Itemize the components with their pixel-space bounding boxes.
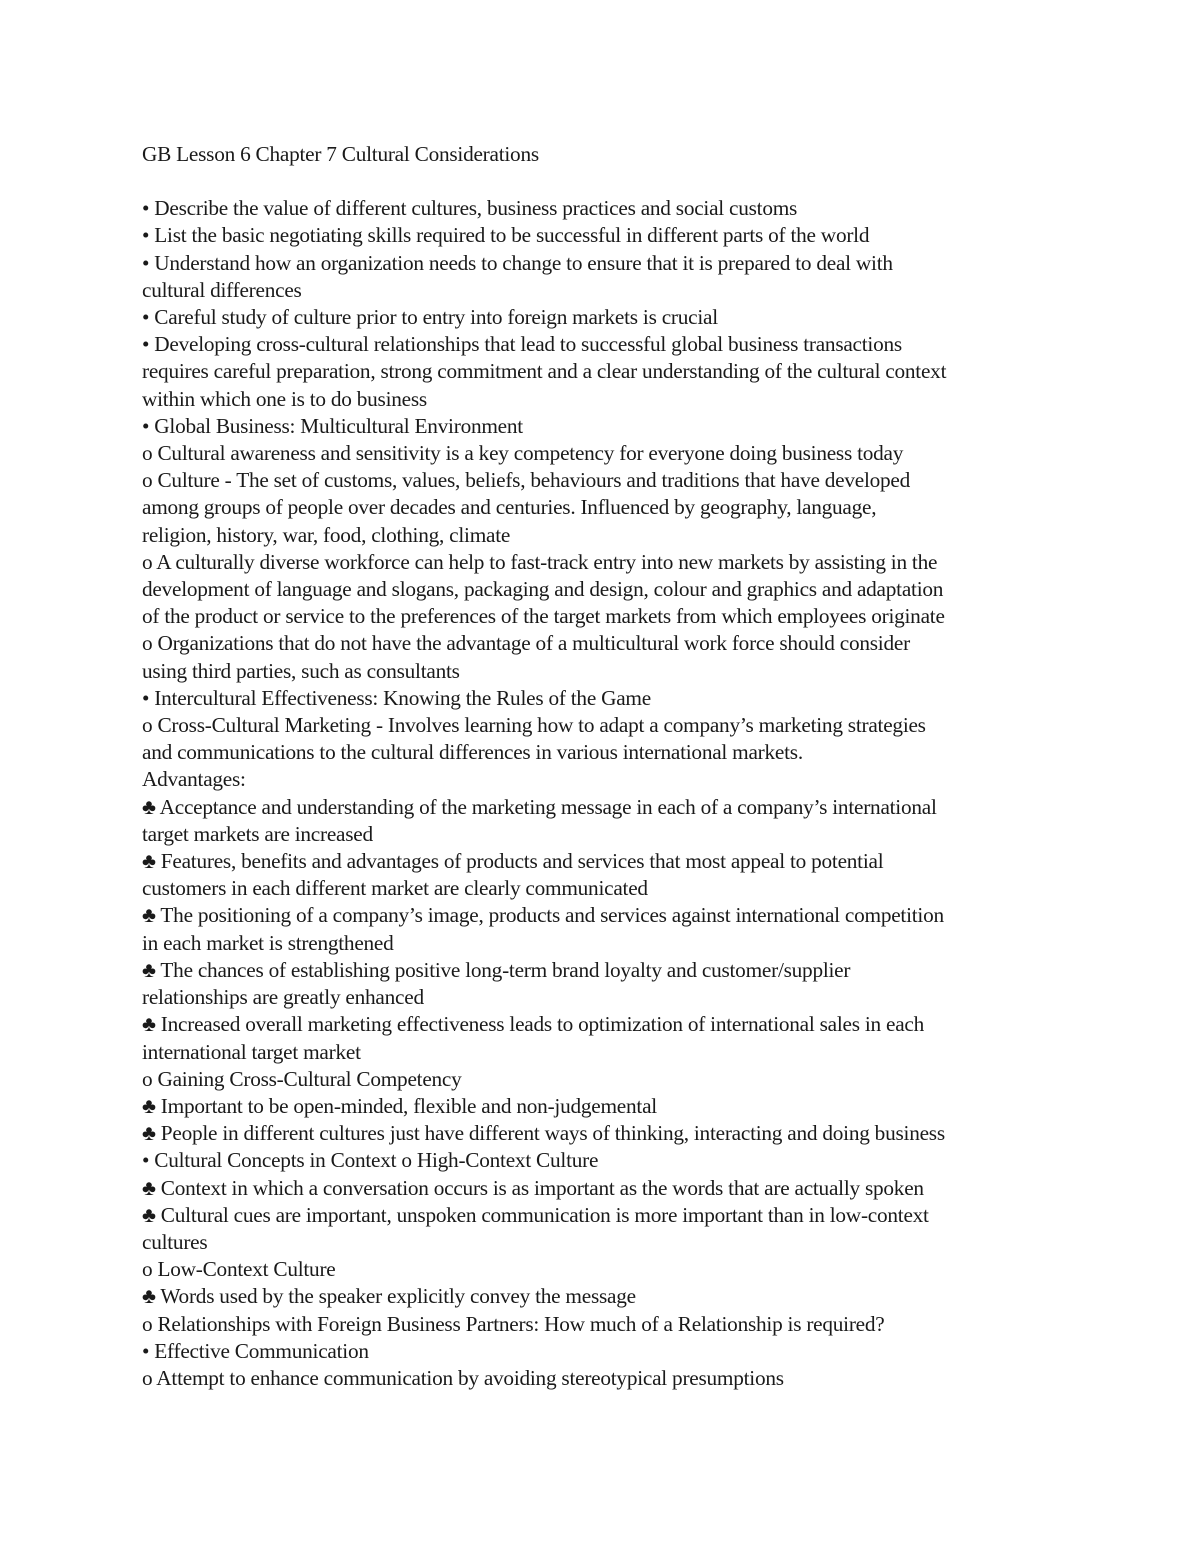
text-line: religion, history, war, food, clothing, climate [142,522,511,547]
text-line: in each market is strengthened [142,930,394,955]
text-line: o Organizations that do not have the advantage of a multicultural work force should consider [142,631,910,656]
text-line: • Global Business: Multicultural Environment [142,413,523,438]
text-line: o Attempt to enhance communication by avoiding stereotypical presumptions [142,1365,784,1390]
text-line: o Gaining Cross-Cultural Competency [142,1066,462,1091]
text-line: international target market [142,1039,361,1064]
text-line: among groups of people over decades and centuries. Influenced by geography, language, [142,495,877,520]
text-line: Advantages: [142,767,246,792]
text-line: o Low-Context Culture [142,1257,336,1282]
text-line: ♣ Important to be open-minded, flexible and non-judgemental [142,1093,657,1118]
text-line: • Effective Communication [142,1338,369,1363]
text-line: ♣ People in different cultures just have different ways of thinking, interacting and doing business [142,1121,945,1146]
document-title: GB Lesson 6 Chapter 7 Cultural Considerations [142,142,539,166]
document-page [142,141,1077,1392]
text-line: • Intercultural Effectiveness: Knowing the Rules of the Game [142,685,651,710]
text-line: o Cultural awareness and sensitivity is a key competency for everyone doing business today [142,441,904,466]
text-line: of the product or service to the preferences of the target markets from which employees originate [142,604,945,629]
text-line: relationships are greatly enhanced [142,985,424,1010]
text-line: o Culture - The set of customs, values, beliefs, behaviours and traditions that have developed [142,468,911,493]
text-line: cultural differences [142,277,302,302]
text-line: within which one is to do business [142,386,427,411]
text-line: • Describe the value of different cultures, business practices and social customs [142,196,798,221]
text-line: • Understand how an organization needs to change to ensure that it is prepared to deal with [142,250,893,275]
text-line: o Cross-Cultural Marketing - Involves learning how to adapt a company’s marketing strategies [142,713,926,738]
document-body [142,195,1077,1392]
text-line: customers in each different market are clearly communicated [142,876,648,901]
text-line: ♣ The chances of establishing positive long-term brand loyalty and customer/supplier [142,957,851,982]
text-line: ♣ Context in which a conversation occurs is as important as the words that are actually spoken [142,1175,924,1200]
text-line: target markets are increased [142,821,373,846]
text-line: ♣ The positioning of a company’s image, products and services against international competition [142,903,944,928]
text-line: • Developing cross-cultural relationships that lead to successful global business transactions [142,332,902,357]
text-line: ♣ Increased overall marketing effectiveness leads to optimization of international sales in each [142,1012,924,1037]
text-line: development of language and slogans, packaging and design, colour and graphics and adaptation [142,577,944,602]
text-line: ♣ Acceptance and understanding of the marketing message in each of a company’s international [142,794,937,819]
text-line: ♣ Words used by the speaker explicitly convey the message [142,1284,636,1309]
text-line: using third parties, such as consultants [142,658,460,683]
text-line: and communications to the cultural differences in various international markets. [142,740,803,765]
text-line: cultures [142,1229,208,1254]
text-line: ♣ Features, benefits and advantages of products and services that most appeal to potential [142,849,884,874]
text-line: o Relationships with Foreign Business Partners: How much of a Relationship is required? [142,1311,885,1336]
text-line: o A culturally diverse workforce can help to fast-track entry into new markets by assisting in the [142,549,938,574]
text-line: • Cultural Concepts in Context o High-Context Culture [142,1148,599,1173]
text-line: • List the basic negotiating skills required to be successful in different parts of the world [142,223,870,248]
text-line: ♣ Cultural cues are important, unspoken communication is more important than in low-context [142,1202,929,1227]
text-line: requires careful preparation, strong commitment and a clear understanding of the cultural context [142,359,947,384]
text-line: • Careful study of culture prior to entry into foreign markets is crucial [142,305,718,330]
